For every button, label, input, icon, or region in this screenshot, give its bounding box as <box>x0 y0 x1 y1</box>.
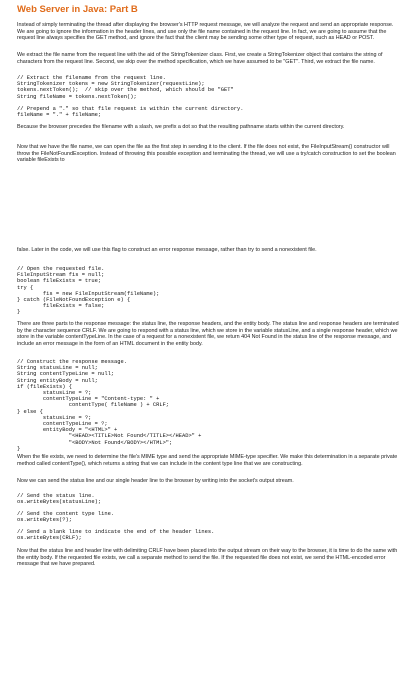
code-send-blank-line: // Send a blank line to indicate the end of the header lines. os.writeBytes(CRLF); <box>17 529 215 542</box>
paragraph-send-status: Now we can send the status line and our single header line to the browser by writing into the socket's output stream. <box>17 478 294 484</box>
paragraph-intro: Instead of simply terminating the thread after displaying the browser's HTTP request message, we will analyze the request and send an appropriate response. We are going to ignore the information in the header lines, and use only the file name contained in the request line. In fact, we are going to assume that the request line always specifies the GET method, and ignore the fact that the client may be sending some other type of request, such as HEAD or POST. <box>17 22 394 42</box>
code-prepend-dot: // Prepend a "." so that file request is within the current directory. fileName = "." + fileName; <box>17 106 244 119</box>
page-break-gap <box>0 232 415 246</box>
paragraph-response-parts: There are three parts to the response message: the status line, the response headers, and the entity body. The status line and response headers are terminated by the character sequence CRLF. We are going to respond with a status line, which we store in the variable statusLine, and a single response header, which we store in the variable contentTypeLine. In the case of a request for a nonexistent file, we return 404 Not Found in the status line of the response message, and include an error message in the form of an HTML document in the entity body. <box>17 321 399 347</box>
paragraph-mime-type: When the file exists, we need to determine the file's MIME type and send the appropriate MIME-type specifier. We make this determination in a separate private method called contentType(), which returns a string that we can include in the content type line that we are constructing. <box>17 454 398 467</box>
code-construct-response: // Construct the response message. String statusLine = null; String contentTypeLine = null; String entityBody = null; if (fileExists) { statusLine = ?; contentTypeLine = "Content-type: " + contentType( fileName ) + CRLF; } else { statusLine = ?; contentTypeLine = ?; entityBody = "<HTML>" + "<HEAD><TITLE>Not Found</TITLE></HEAD>" + "<BODY>Not Found</BODY></HTML>"; } <box>17 359 202 452</box>
paragraph-false-flag: false. Later in the code, we will use this flag to construct an error response message, rather than try to send a nonexistent file. <box>17 247 317 253</box>
paragraph-slash: Because the browser precedes the filename with a slash, we prefix a dot so that the resulting pathname starts within the current directory. <box>17 124 345 130</box>
page-title: Web Server in Java: Part B <box>17 4 138 15</box>
code-send-content-type: // Send the content type line. os.writeBytes(?); <box>17 511 115 524</box>
code-send-status: // Send the status line. os.writeBytes(statusLine); <box>17 493 102 506</box>
paragraph-entity-body: Now that the status line and header line with delimiting CRLF have been placed into the output stream on their way to the browser, it is time to do the same with the entity body. If the requested file exists, we call a separate method to send the file. If the requested file does not exist, we send the HTML-encoded error message that we have prepared. <box>17 548 398 568</box>
paragraph-tokenizer: We extract the file name from the request line with the aid of the StringTokenizer class. First, we create a StringTokenizer object that contains the string of characters from the request line. Second, we skip over the method specification, which we have assumed to be "GET". Third, we extract the file name. <box>17 52 383 65</box>
code-extract-filename: // Extract the filename from the request line. StringTokenizer tokens = new StringTokenizer(requestLine); tokens.nextToken(); // skip over the method, which should be "GET" String fileName = tokens.nextToken(); <box>17 75 234 100</box>
paragraph-open-file: Now that we have the file name, we can open the file as the first step in sending it to the client. If the file does not exist, the FileInputStream() constructor will throw the FileNotFoundException. Instead of throwing this possible exception and terminating the thread, we will use a try/catch construction to set the boolean variable fileExists to <box>17 144 396 164</box>
code-open-file: // Open the requested file. FileInputStream fis = null; boolean fileExists = true; try { fis = new FileInputStream(fileName); } catch (FileNotFoundException e) { fileExists = false; } <box>17 266 160 316</box>
